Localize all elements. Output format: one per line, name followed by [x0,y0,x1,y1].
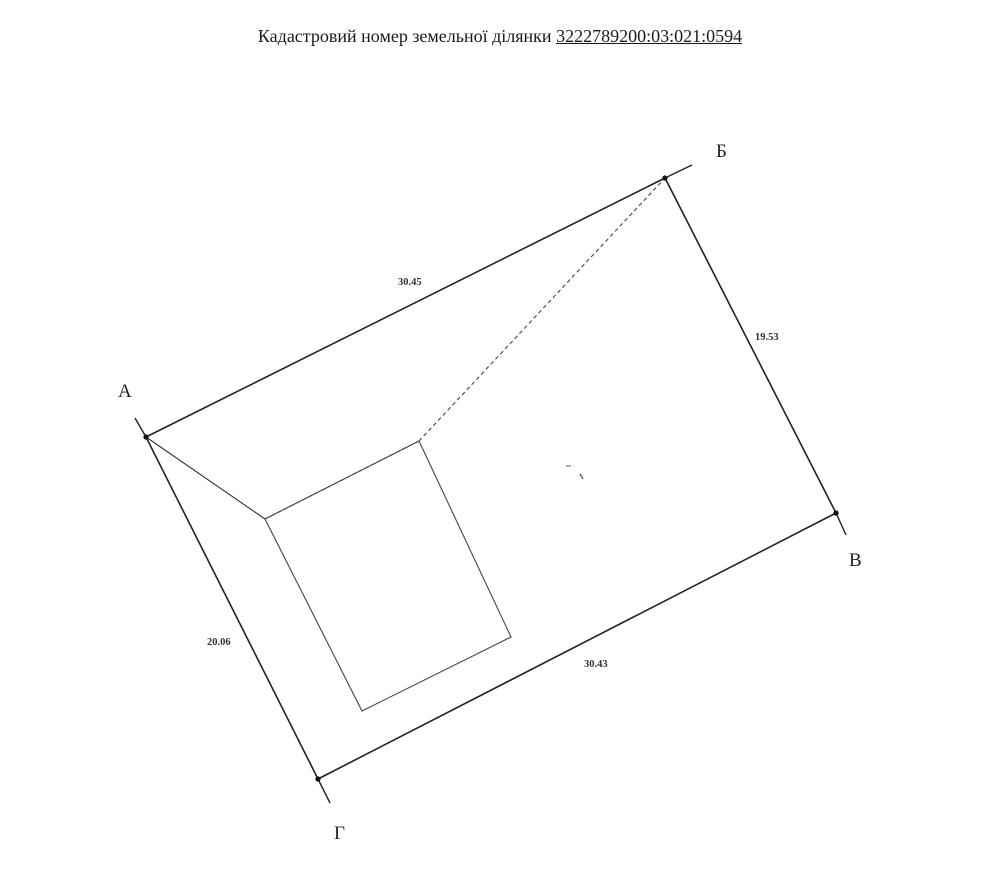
boundary-extension-a [135,418,146,437]
internal-line [146,437,265,519]
dimension-ga: 20.06 [207,637,231,648]
corner-point-b [662,175,667,180]
corner-label-g: Г [334,823,345,844]
corner-point-v [833,510,838,515]
parcel-boundary [146,178,836,779]
cadastral-number: 3222789200:03:021:0594 [556,26,743,46]
corner-label-v: В [849,550,862,571]
dashed-line-to-b [419,178,665,441]
corner-point-g [315,776,320,781]
dimension-ab: 30.45 [398,277,422,288]
dimension-vg: 30.43 [584,659,608,670]
boundary-extension-b [665,165,692,178]
center-mark-2 [580,474,583,479]
corner-label-a: А [118,381,132,402]
building-outline [265,441,511,711]
boundary-extension-g [318,779,330,803]
boundary-extension-v [836,513,846,535]
corner-label-b: Б [716,141,727,162]
dimension-bv: 19.53 [755,332,779,343]
corner-point-a [143,434,148,439]
title-label: Кадастровий номер земельної ділянки [257,26,552,46]
